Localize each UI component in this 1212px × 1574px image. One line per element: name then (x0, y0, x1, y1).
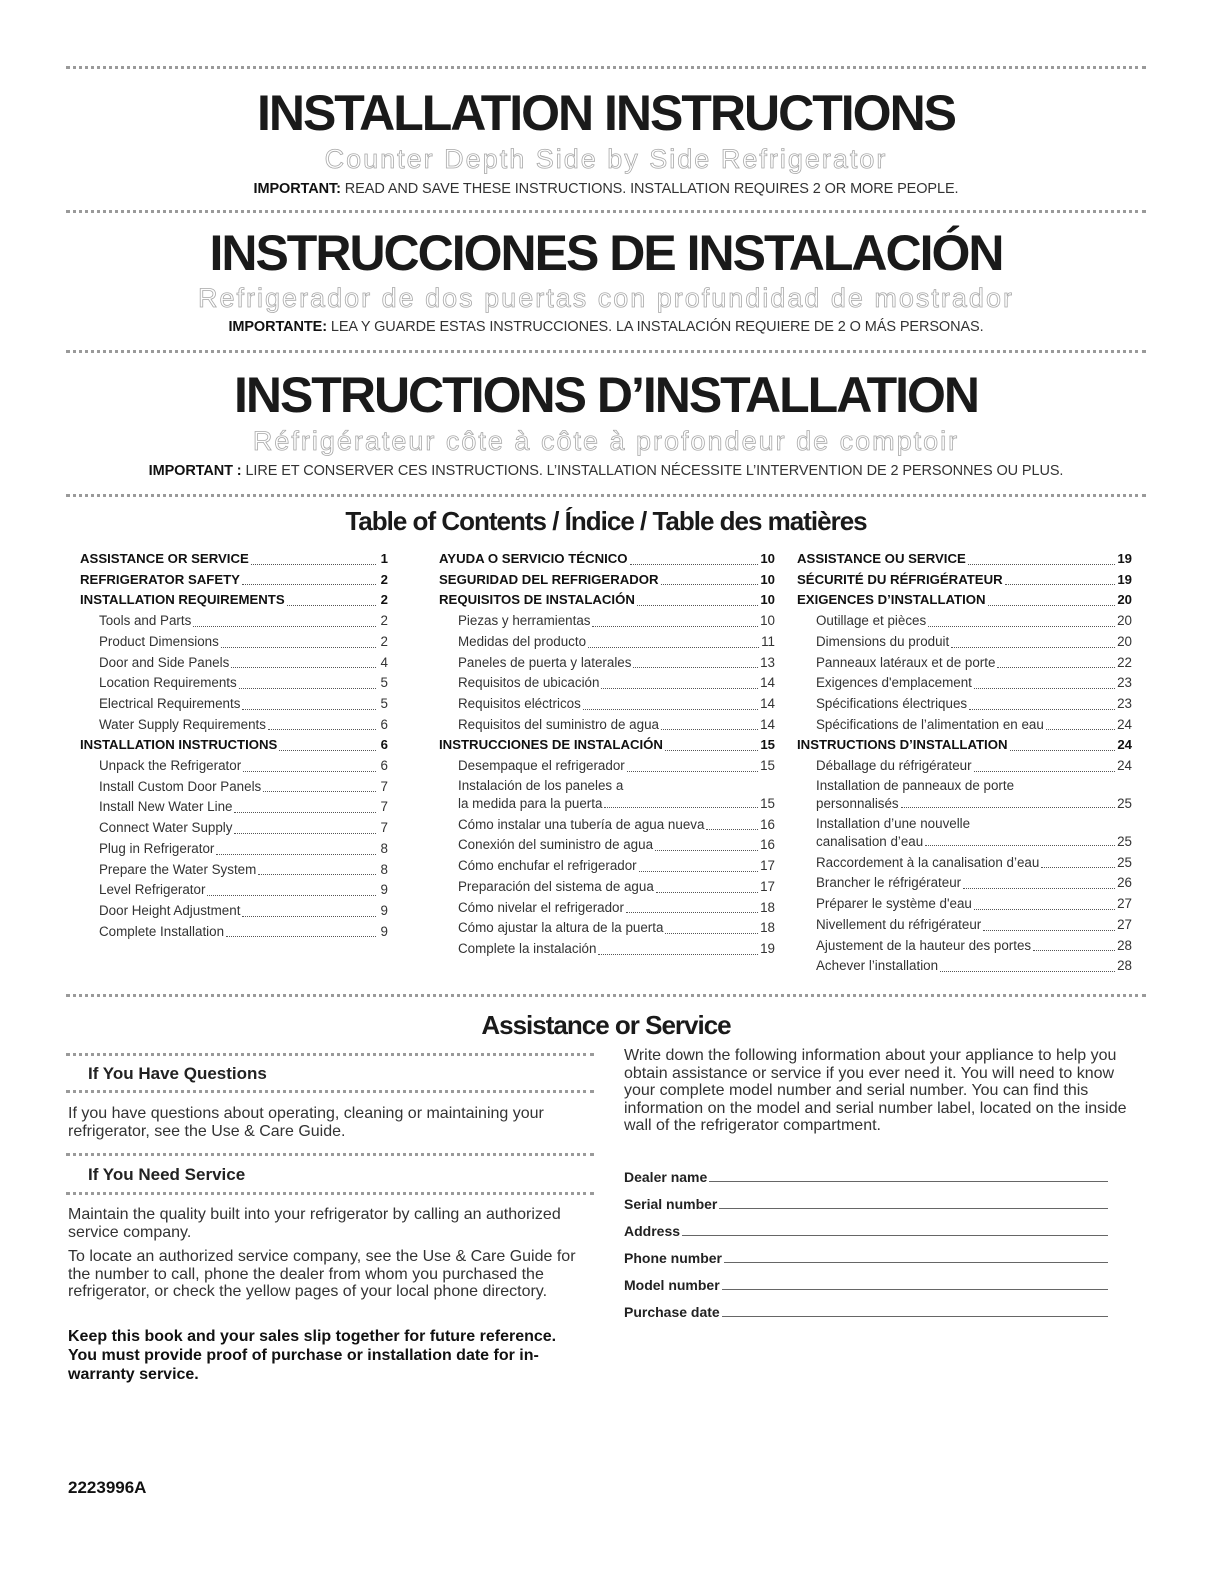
important-label: IMPORTANTE: (228, 319, 327, 335)
toc-entry[interactable] (439, 939, 775, 960)
toc-entry-label: Conexión del suministro de agua (458, 837, 654, 853)
toc-page-number: 15 (760, 737, 775, 753)
write-down-text: Write down the following information about your appliance to help you obtain assistance or service if you ever need it. You will need to know your complete model number and serial number. You can find this information on the model and serial number label, located on the inside wall of the refrigerator compartment. (624, 1047, 1127, 1134)
toc-entry-label: Paneles de puerta y laterales (458, 654, 632, 670)
toc-page-number: 19 (760, 940, 775, 956)
dot-leader (251, 564, 376, 565)
toc-entry-label: Spécifications électriques (816, 695, 968, 711)
toc-page-number: 24 (1117, 737, 1132, 753)
toc-page-number: 18 (760, 920, 775, 936)
toc-page-number: 24 (1117, 716, 1132, 732)
toc-page-number: 24 (1117, 758, 1132, 774)
toc-page-number: 28 (1117, 958, 1132, 974)
toc-entry-label: Cómo instalar una tubería de agua nueva (458, 816, 705, 832)
subtitle-french: Réfrigérateur côte à côte à profondeur de comptoir (252, 426, 960, 456)
form-field (624, 1212, 1108, 1239)
toc-entry-label: Plug in Refrigerator (99, 840, 215, 856)
toc-entry[interactable] (439, 735, 775, 756)
toc-entry[interactable] (80, 756, 388, 777)
form-field-label: Phone number (624, 1250, 723, 1266)
toc-entry[interactable] (80, 673, 388, 694)
toc-entry-label: INSTRUCCIONES DE INSTALACIÓN (439, 737, 663, 753)
toc-page-number: 1 (380, 551, 388, 566)
dot-leader (901, 807, 1115, 808)
toc-page-number: 14 (760, 695, 775, 711)
service-text: Maintain the quality built into your refrigerator by calling an authorized service company. (68, 1206, 561, 1241)
toc-page-number: 25 (1117, 795, 1132, 811)
toc-entry[interactable] (439, 611, 775, 632)
title-french: INSTRUCTIONS D’INSTALLATION (233, 367, 979, 423)
toc-page-number: 20 (1117, 592, 1132, 608)
toc-page-number: 16 (760, 837, 775, 853)
dot-leader (226, 936, 376, 937)
form-field-line (719, 1208, 1108, 1209)
toc-entry[interactable] (80, 777, 388, 798)
questions-text: If you have questions about operating, cleaning or maintaining your refrigerator, see the Use & Care Guide. (68, 1105, 544, 1140)
toc-entry[interactable] (797, 590, 1132, 611)
important-text: LIRE ET CONSERVER CES INSTRUCTIONS. L’INSTALLATION NÉCESSITE L’INTERVENTION DE 2 PERSONNES OU PLUS. (241, 463, 1064, 479)
assistance-title: Assistance or Service (481, 1010, 731, 1040)
toc-entry[interactable] (80, 860, 388, 881)
toc-entry-label: Panneaux latéraux et de porte (816, 654, 996, 670)
toc-page-number: 20 (1117, 613, 1132, 629)
toc-page-number: 14 (760, 675, 775, 691)
toc-entry[interactable] (439, 673, 775, 694)
toc-entry-label: Brancher le réfrigérateur (816, 875, 962, 891)
toc-entry-label: Desempaque el refrigerador (458, 758, 625, 774)
form-field (624, 1266, 1108, 1293)
toc-page-number: 2 (380, 633, 388, 649)
toc-page-number: 15 (760, 758, 775, 774)
dot-leader (706, 829, 758, 830)
toc-page-number: 10 (760, 571, 775, 587)
dot-leader (601, 688, 758, 689)
dot-leader (661, 584, 759, 585)
form-field (624, 1293, 1108, 1320)
toc-entry[interactable] (797, 894, 1132, 915)
toc-entry[interactable] (797, 756, 1132, 777)
form-field-label: Dealer name (624, 1169, 708, 1185)
toc-entry-label: EXIGENCES D’INSTALLATION (797, 592, 986, 608)
toc-entry-label: Complete Installation (99, 923, 225, 939)
divider (66, 1192, 594, 1195)
divider (66, 994, 1146, 997)
form-field-label: Serial number (624, 1196, 718, 1212)
dot-leader (963, 888, 1115, 889)
questions-heading: If You Have Questions (88, 1064, 267, 1083)
form-field-label: Model number (624, 1277, 720, 1293)
appliance-info-form (624, 1158, 1108, 1320)
dot-leader (626, 912, 758, 913)
toc-entry[interactable] (797, 815, 1132, 853)
subtitle-spanish: Refrigerador de dos puertas con profundidad de mostrador (198, 283, 1014, 313)
form-field (624, 1239, 1108, 1266)
toc-page-number: 19 (1117, 551, 1132, 566)
toc-entry-label: INSTALLATION INSTRUCTIONS (80, 737, 278, 753)
toc-column-french (797, 549, 1132, 977)
dot-leader (1046, 729, 1115, 730)
dot-leader (258, 874, 376, 875)
dot-leader (279, 750, 376, 751)
toc-entry-label: Déballage du réfrigérateur (816, 758, 972, 774)
toc-page-number: 13 (760, 654, 775, 670)
toc-entry[interactable] (439, 570, 775, 591)
dot-leader (604, 807, 758, 808)
dot-leader (588, 647, 759, 648)
toc-entry[interactable] (80, 922, 388, 943)
toc-page-number: 7 (380, 799, 388, 815)
toc-page-number: 17 (760, 878, 775, 894)
toc-column-spanish (439, 549, 775, 960)
toc-page-number: 8 (380, 861, 388, 877)
toc-entry[interactable] (439, 918, 775, 939)
toc-entry-label: AYUDA O SERVICIO TÉCNICO (439, 551, 628, 566)
form-field-label: Purchase date (624, 1304, 720, 1320)
toc-entry-label: Piezas y herramientas (458, 613, 591, 629)
dot-leader (207, 895, 376, 896)
toc-page-number: 16 (760, 816, 775, 832)
form-field (624, 1185, 1108, 1212)
toc-page-number: 9 (380, 902, 388, 918)
toc-entry-label: SÉCURITÉ DU RÉFRIGÉRATEUR (797, 571, 1003, 587)
subtitle-english: Counter Depth Side by Side Refrigerator (324, 144, 888, 174)
dot-leader (598, 954, 758, 955)
dot-leader (655, 850, 758, 851)
toc-entry[interactable] (797, 936, 1132, 957)
toc-entry-label: Door and Side Panels (99, 654, 230, 670)
toc-entry[interactable] (439, 815, 775, 836)
toc-entry[interactable] (439, 856, 775, 877)
toc-entry-label: Tools and Parts (99, 613, 192, 629)
toc-entry-label: Level Refrigerator (99, 882, 206, 898)
toc-entry[interactable] (439, 715, 775, 736)
toc-page-number: 19 (1117, 571, 1132, 587)
toc-entry-label: Install Custom Door Panels (99, 778, 262, 794)
divider (66, 494, 1146, 497)
dot-leader (193, 626, 376, 627)
toc-page-number: 22 (1117, 654, 1132, 670)
dot-leader (234, 812, 376, 813)
divider (66, 350, 1146, 353)
toc-entry-label: la medida para la puerta (458, 795, 603, 811)
toc-page-number: 7 (380, 778, 388, 794)
dot-leader (983, 930, 1115, 931)
toc-page-number: 17 (760, 858, 775, 874)
toc-entry-label: personnalisés (816, 795, 899, 811)
toc-page-number: 23 (1117, 695, 1132, 711)
toc-entry[interactable] (797, 611, 1132, 632)
toc-entry-label: Installation de panneaux de porte (816, 777, 1015, 793)
dot-leader (231, 667, 376, 668)
important-text: READ AND SAVE THESE INSTRUCTIONS. INSTALLATION REQUIRES 2 OR MORE PEOPLE. (340, 181, 959, 197)
form-field-line (724, 1262, 1108, 1263)
important-label: IMPORTANT : (148, 463, 242, 479)
toc-entry[interactable] (797, 956, 1132, 977)
toc-entry[interactable] (797, 715, 1132, 736)
dot-leader (974, 909, 1115, 910)
toc-page-number: 2 (380, 613, 388, 629)
toc-page-number: 25 (1117, 833, 1132, 849)
dot-leader (639, 871, 758, 872)
toc-entry[interactable] (80, 694, 388, 715)
toc-page-number: 6 (380, 758, 388, 774)
toc-entry[interactable] (797, 632, 1132, 653)
toc-entry[interactable] (439, 632, 775, 653)
toc-entry[interactable] (797, 694, 1132, 715)
important-french (0, 464, 1212, 479)
dot-leader (665, 933, 758, 934)
dot-leader (988, 605, 1116, 606)
document-number: 2223996A (68, 1478, 147, 1497)
toc-entry[interactable] (439, 756, 775, 777)
toc-page-number: 6 (380, 737, 388, 753)
toc-entry[interactable] (80, 632, 388, 653)
toc-page-number: 26 (1117, 875, 1132, 891)
toc-entry-label: Nivellement du réfrigérateur (816, 916, 982, 932)
toc-entry[interactable] (439, 694, 775, 715)
dot-leader (221, 647, 376, 648)
toc-page-number: 4 (380, 654, 388, 670)
dot-leader (287, 605, 376, 606)
important-label: IMPORTANT: (253, 181, 341, 197)
dot-leader (951, 647, 1115, 648)
toc-entry[interactable] (797, 570, 1132, 591)
toc-entry-label: Product Dimensions (99, 633, 219, 649)
toc-entry[interactable] (797, 673, 1132, 694)
toc-page-number: 27 (1117, 896, 1132, 912)
toc-entry-label: Spécifications de l’alimentation en eau (816, 716, 1044, 732)
toc-entry-label: Connect Water Supply (99, 820, 233, 836)
divider (66, 210, 1146, 213)
form-field (624, 1158, 1108, 1185)
dot-leader (968, 564, 1116, 565)
toc-entry[interactable] (797, 915, 1132, 936)
toc-page-number: 28 (1117, 937, 1132, 953)
dot-leader (633, 667, 758, 668)
toc-page-number: 6 (380, 716, 388, 732)
toc-entry-label: Water Supply Requirements (99, 716, 266, 732)
dot-leader (1033, 950, 1115, 951)
service-heading: If You Need Service (88, 1165, 246, 1184)
important-english (0, 182, 1212, 197)
toc-page-number: 9 (380, 923, 388, 939)
toc-entry[interactable] (797, 653, 1132, 674)
toc-entry-label: Requisitos del suministro de agua (458, 716, 659, 732)
toc-entry-label: Cómo ajustar la altura de la puerta (458, 920, 664, 936)
toc-entry[interactable] (439, 835, 775, 856)
toc-title: Table of Contents / Índice / Table des matières (345, 506, 867, 536)
toc-entry[interactable] (797, 735, 1132, 756)
toc-entry-label: Install New Water Line (99, 799, 233, 815)
dot-leader (243, 771, 376, 772)
toc-entry[interactable] (80, 797, 388, 818)
toc-entry-label: Raccordement à la canalisation d’eau (816, 854, 1040, 870)
dot-leader (239, 688, 376, 689)
service-text-locate: To locate an authorized service company, see the Use & Care Guide for the number to call, phone the dealer from whom you purchased the refrigerator, or check the yellow pages of your local phone directory. (68, 1248, 576, 1300)
toc-column-english (80, 549, 388, 942)
toc-page-number: 8 (380, 840, 388, 856)
toc-page-number: 2 (380, 571, 388, 587)
toc-entry[interactable] (439, 653, 775, 674)
dot-leader (583, 709, 758, 710)
toc-entry-label: Instalación de los paneles a (458, 777, 624, 793)
dot-leader (940, 971, 1115, 972)
divider (66, 1153, 594, 1156)
toc-entry-label: SEGURIDAD DEL REFRIGERADOR (439, 571, 659, 587)
divider (66, 1053, 594, 1056)
toc-entry-label: INSTRUCTIONS D’INSTALLATION (797, 737, 1008, 753)
dot-leader (974, 688, 1115, 689)
top-divider (66, 66, 1146, 69)
dot-leader (1010, 750, 1116, 751)
toc-entry[interactable] (797, 549, 1132, 570)
toc-entry-label: Exigences d'emplacement (816, 675, 972, 691)
toc-entry-label: Electrical Requirements (99, 695, 241, 711)
dot-leader (242, 584, 376, 585)
dot-leader (242, 916, 376, 917)
toc-entry[interactable] (80, 549, 388, 570)
toc-page-number: 27 (1117, 916, 1132, 932)
toc-entry-label: Installation d’une nouvelle (816, 815, 971, 831)
keep-book-notice: Keep this book and your sales slip together for future reference. You must provide proof of purchase or installation date for in-warranty service. (68, 1328, 557, 1383)
toc-page-number: 18 (760, 899, 775, 915)
dot-leader (969, 709, 1115, 710)
toc-entry-label: ASSISTANCE OU SERVICE (797, 551, 966, 566)
toc-entry-label: Achever l’installation (816, 958, 939, 974)
dot-leader (234, 833, 376, 834)
toc-entry-label: Requisitos de ubicación (458, 675, 600, 691)
toc-entry[interactable] (797, 777, 1132, 815)
dot-leader (928, 626, 1115, 627)
toc-page-number: 15 (760, 795, 775, 811)
dot-leader (263, 791, 376, 792)
dot-leader (656, 892, 758, 893)
toc-entry[interactable] (797, 873, 1132, 894)
toc-entry[interactable] (80, 715, 388, 736)
toc-entry-label: INSTALLATION REQUIREMENTS (80, 592, 285, 608)
title-english: INSTALLATION INSTRUCTIONS (256, 85, 956, 141)
toc-entry-label: Prepare the Water System (99, 861, 257, 877)
form-field-line (722, 1316, 1108, 1317)
toc-page-number: 10 (760, 551, 775, 566)
toc-entry-label: Cómo nivelar el refrigerador (458, 899, 624, 915)
form-field-line (722, 1289, 1108, 1290)
divider (66, 1090, 594, 1093)
toc-entry-label: Medidas del producto (458, 633, 587, 649)
toc-entry[interactable] (80, 880, 388, 901)
toc-page-number: 7 (380, 820, 388, 836)
toc-entry-label: Location Requirements (99, 675, 237, 691)
toc-entry[interactable] (80, 735, 388, 756)
toc-page-number: 10 (760, 613, 775, 629)
toc-entry-label: REQUISITOS DE INSTALACIÓN (439, 592, 635, 608)
form-field-line (709, 1181, 1108, 1182)
dot-leader (925, 845, 1115, 846)
toc-entry[interactable] (80, 611, 388, 632)
toc-entry-label: Preparación del sistema de agua (458, 878, 654, 894)
toc-page-number: 5 (380, 695, 388, 711)
toc-entry-label: Dimensions du produit (816, 633, 950, 649)
dot-leader (630, 564, 759, 565)
dot-leader (627, 771, 758, 772)
toc-entry-label: Complete la instalación (458, 940, 597, 956)
toc-entry[interactable] (797, 853, 1132, 874)
form-field-line (682, 1235, 1108, 1236)
toc-entry[interactable] (439, 777, 775, 815)
dot-leader (665, 750, 758, 751)
toc-entry[interactable] (80, 570, 388, 591)
toc-entry-label: Door Height Adjustment (99, 902, 241, 918)
toc-page-number: 20 (1117, 633, 1132, 649)
important-text: LEA Y GUARDE ESTAS INSTRUCCIONES. LA INSTALACIÓN REQUIERE DE 2 O MÁS PERSONAS. (326, 319, 984, 335)
toc-entry-label: Cómo enchufar el refrigerador (458, 858, 637, 874)
dot-leader (1005, 584, 1116, 585)
toc-entry-label: Outillage et pièces (816, 613, 927, 629)
toc-entry[interactable] (80, 590, 388, 611)
dot-leader (1041, 867, 1115, 868)
toc-entry-label: ASSISTANCE OR SERVICE (80, 551, 249, 566)
toc-page-number: 2 (380, 592, 388, 608)
toc-entry-label: Unpack the Refrigerator (99, 758, 242, 774)
dot-leader (592, 626, 758, 627)
dot-leader (242, 709, 376, 710)
toc-entry[interactable] (439, 877, 775, 898)
toc-page-number: 10 (760, 592, 775, 608)
toc-page-number: 5 (380, 675, 388, 691)
dot-leader (997, 667, 1115, 668)
toc-page-number: 25 (1117, 854, 1132, 870)
toc-entry[interactable] (439, 898, 775, 919)
toc-entry[interactable] (80, 901, 388, 922)
toc-entry[interactable] (439, 590, 775, 611)
toc-entry-label: Requisitos eléctricos (458, 695, 581, 711)
toc-entry-label: Ajustement de la hauteur des portes (816, 937, 1032, 953)
dot-leader (216, 854, 376, 855)
dot-leader (661, 729, 758, 730)
dot-leader (268, 729, 376, 730)
toc-page-number: 11 (761, 633, 775, 649)
toc-page-number: 23 (1117, 675, 1132, 691)
toc-entry[interactable] (80, 818, 388, 839)
toc-page-number: 14 (760, 716, 775, 732)
toc-entry[interactable] (80, 653, 388, 674)
important-spanish (0, 320, 1212, 335)
dot-leader (974, 771, 1116, 772)
toc-entry-label: REFRIGERATOR SAFETY (80, 571, 240, 587)
toc-entry-label: canalisation d’eau (816, 833, 924, 849)
toc-entry[interactable] (439, 549, 775, 570)
dot-leader (637, 605, 758, 606)
toc-entry-label: Préparer le système d'eau (816, 896, 972, 912)
toc-entry[interactable] (80, 839, 388, 860)
form-field-label: Address (624, 1223, 681, 1239)
toc-page-number: 9 (380, 882, 388, 898)
title-spanish: INSTRUCCIONES DE INSTALACIÓN (209, 225, 1003, 281)
